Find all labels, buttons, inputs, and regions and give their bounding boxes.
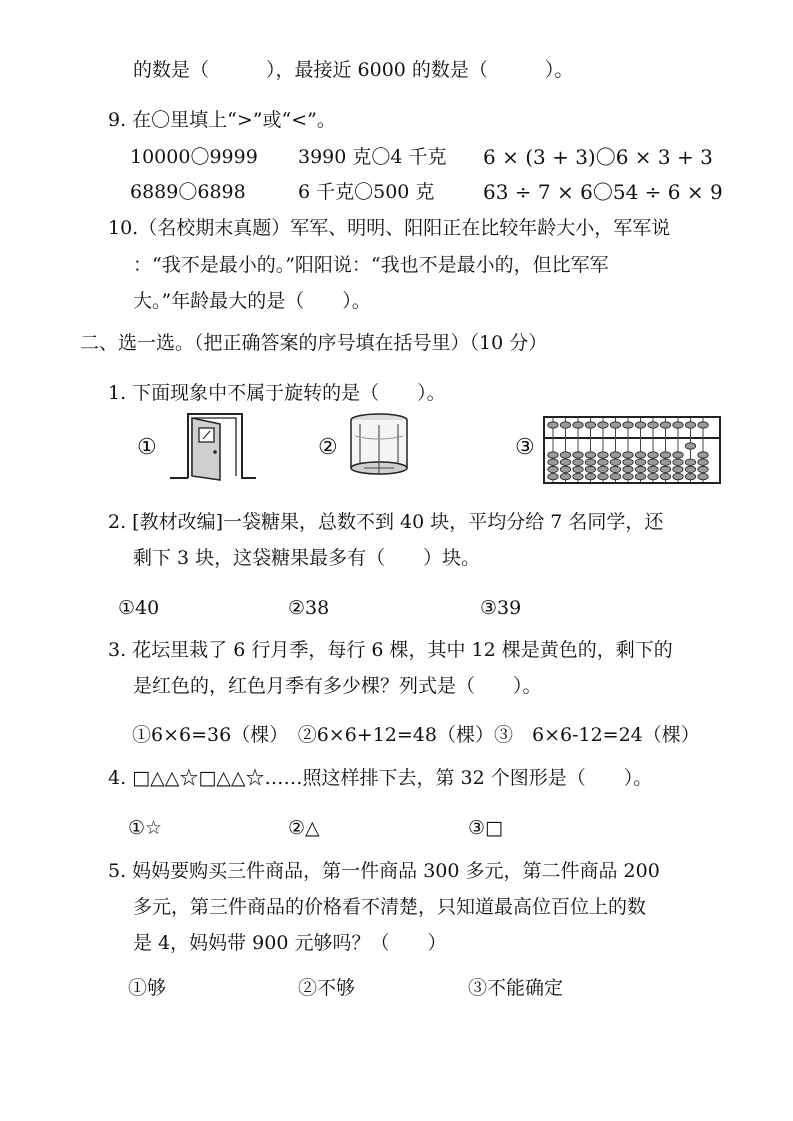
abacus-bead <box>698 459 708 465</box>
s2-line-2: 剩下 3 块，这袋糖果最多有（ ）块。 <box>133 547 481 569</box>
s2-option-1: ①40 <box>118 597 160 619</box>
abacus-bead <box>548 422 558 428</box>
abacus-bead <box>610 466 620 472</box>
abacus-bead <box>573 473 583 479</box>
abacus-bead <box>635 466 645 472</box>
abacus-bead <box>623 422 633 428</box>
abacus-bead <box>685 443 695 449</box>
abacus-bead <box>585 473 595 479</box>
q8-continuation: 的数是（ ），最接近 6000 的数是（ ）。 <box>133 59 574 81</box>
revolving-door-icon <box>346 412 412 478</box>
abacus-bead <box>685 466 695 472</box>
s5-line-1: 5. 妈妈要购买三件商品，第一件商品 300 多元，第二件商品 200 <box>108 860 660 882</box>
s1-option-3: ③ <box>515 435 535 460</box>
abacus-bead <box>635 452 645 458</box>
q9-title: 9. 在〇里填上“>”或“<”。 <box>108 109 336 131</box>
abacus-bead <box>673 466 683 472</box>
abacus-bead <box>560 466 570 472</box>
abacus-bead <box>598 466 608 472</box>
abacus-bead <box>673 473 683 479</box>
abacus-bead <box>598 422 608 428</box>
abacus-bead <box>698 466 708 472</box>
abacus-bead <box>610 422 620 428</box>
q9-compare-6: 63 ÷ 7 × 6〇54 ÷ 6 × 9 <box>483 180 723 204</box>
abacus-bead <box>573 466 583 472</box>
abacus-bead <box>698 422 708 428</box>
s4-line-1: 4. □△△☆□△△☆……照这样排下去，第 32 个图形是（ ）。 <box>108 767 653 789</box>
s4-option-3: ③□ <box>468 817 503 839</box>
abacus-bead <box>610 473 620 479</box>
abacus-bead <box>648 466 658 472</box>
abacus-bead <box>698 452 708 458</box>
abacus-bead <box>560 459 570 465</box>
s1-question: 1. 下面现象中不属于旋转的是（ ）。 <box>108 382 446 404</box>
abacus-bead <box>698 473 708 479</box>
q9-compare-2: 3990 克〇4 千克 <box>298 146 447 168</box>
abacus-bead <box>548 452 558 458</box>
door-icon <box>170 410 260 480</box>
abacus-bead <box>635 473 645 479</box>
s3-line-1: 3. 花坛里栽了 6 行月季，每行 6 棵，其中 12 棵是黄色的，剩下的 <box>108 639 673 661</box>
abacus-bead <box>673 452 683 458</box>
abacus-bead <box>573 422 583 428</box>
abacus-bead <box>635 459 645 465</box>
q9-compare-5: 6 千克〇500 克 <box>298 181 435 203</box>
abacus-bead <box>660 466 670 472</box>
abacus-bead <box>560 473 570 479</box>
q10-line-3: 大。”年龄最大的是（ ）。 <box>133 290 371 312</box>
abacus-bead <box>660 422 670 428</box>
abacus-bead <box>673 459 683 465</box>
abacus-bead <box>685 422 695 428</box>
q10-line-2: ：“我不是最小的。”阳阳说：“我也不是最小的，但比军军 <box>133 254 609 276</box>
abacus-bead <box>560 422 570 428</box>
abacus-bead <box>548 459 558 465</box>
q9-compare-1: 10000〇9999 <box>130 146 258 168</box>
abacus-icon <box>543 416 721 484</box>
q10-line-1: 10.（名校期末真题）军军、明明、阳阳正在比较年龄大小，军军说 <box>108 217 671 239</box>
abacus-bead <box>585 452 595 458</box>
s4-option-1: ①☆ <box>128 817 163 839</box>
s1-option-1: ① <box>137 435 157 460</box>
q9-compare-4: 6889〇6898 <box>130 181 246 203</box>
abacus-bead <box>560 452 570 458</box>
s4-option-2: ②△ <box>288 817 320 839</box>
s3-line-2: 是红色的，红色月季有多少棵？列式是（ ）。 <box>133 675 542 697</box>
abacus-bead <box>598 452 608 458</box>
s5-option-1: ①够 <box>128 977 167 999</box>
abacus-bead <box>660 459 670 465</box>
s3-options: ①6×6=36（棵） ②6×6+12=48（棵）③ 6×6-12=24（棵） <box>132 724 700 746</box>
abacus-bead <box>635 422 645 428</box>
abacus-bead <box>685 459 695 465</box>
abacus-bead <box>598 459 608 465</box>
s5-line-2: 多元，第三件商品的价格看不清楚，只知道最高位百位上的数 <box>133 896 647 918</box>
s5-option-3: ③不能确定 <box>468 977 564 999</box>
abacus-bead <box>648 459 658 465</box>
s5-line-3: 是 4，妈妈带 900 元够吗？（ ） <box>133 932 447 954</box>
abacus-bead <box>610 452 620 458</box>
abacus-bead <box>648 452 658 458</box>
s2-option-3: ③39 <box>480 597 522 619</box>
abacus-bead <box>648 422 658 428</box>
s5-option-2: ②不够 <box>298 977 356 999</box>
abacus-bead <box>660 473 670 479</box>
abacus-bead <box>573 452 583 458</box>
abacus-bead <box>585 466 595 472</box>
abacus-bead <box>598 473 608 479</box>
abacus-bead <box>685 473 695 479</box>
section-2-heading: 二、选一选。（把正确答案的序号填在括号里）（10 分） <box>80 332 548 354</box>
abacus-bead <box>648 473 658 479</box>
abacus-bead <box>548 473 558 479</box>
s1-option-2: ② <box>318 435 338 460</box>
abacus-bead <box>623 466 633 472</box>
abacus-bead <box>573 459 583 465</box>
abacus-bead <box>585 459 595 465</box>
abacus-bead <box>548 466 558 472</box>
q9-compare-3: 6 × (3 + 3)〇6 × 3 + 3 <box>483 145 713 169</box>
abacus-bead <box>623 452 633 458</box>
abacus-bead <box>610 459 620 465</box>
s2-line-1: 2. [教材改编]一袋糖果，总数不到 40 块，平均分给 7 名同学，还 <box>108 511 664 533</box>
abacus-bead <box>660 452 670 458</box>
abacus-bead <box>623 459 633 465</box>
abacus-bead <box>673 422 683 428</box>
abacus-bead <box>623 473 633 479</box>
abacus-bead <box>585 422 595 428</box>
s2-option-2: ②38 <box>288 597 330 619</box>
